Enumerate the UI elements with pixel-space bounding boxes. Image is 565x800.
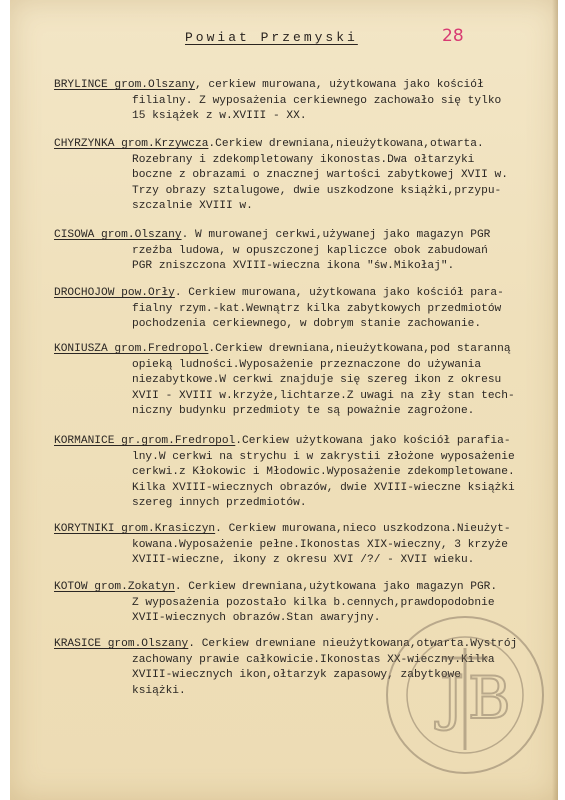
entry-text: .Cerkiew drewniana,nieużytkowana,otwarta.	[208, 138, 484, 150]
entry-cisowa	[54, 228, 554, 275]
entry-place: CHYRZYNKA grom.Krzywcza	[54, 138, 209, 150]
svg-text:J: J	[440, 663, 465, 733]
entry-line: kowana.Wyposażenie pełne.Ikonostas XIX-wieczny, 3 krzyże	[132, 538, 508, 551]
entry-line: XVII-wiecznych obrazów.Stan awaryjny.	[132, 612, 381, 624]
entry-text: . W murowanej cerkwi,używanej jako magazyn PGR	[181, 229, 491, 241]
entry-place: CISOWA grom.Olszany	[54, 229, 182, 241]
entry-text: . Cerkiew drewniane nieużytkowana,otwarta.Wystrój	[188, 638, 518, 650]
entry-drochojow	[54, 286, 554, 333]
entry-line: szczalnie XVIII w.	[132, 200, 253, 212]
entry-brylince	[54, 78, 554, 125]
entry-line: opieką ludności.Wyposażenie przeznaczone do używania	[132, 358, 482, 371]
entry-line: boczne z obrazami o znacznej wartości zabytkowej XVII w.	[132, 169, 508, 181]
entry-place: KOTOW grom.Zokatyn	[54, 581, 175, 593]
entry-korytniki	[54, 522, 554, 569]
entry-line: Kilka XVIII-wiecznych obrazów, dwie XVIII-wieczne książki	[132, 481, 515, 494]
entry-line: cerkwi.z Kłokowic i Młodowic.Wyposażenie zdekompletowane.	[132, 466, 515, 478]
entry-line: Rozebrany i zdekompletowany ikonostas.Dwa ołtarzyki	[132, 153, 475, 166]
entry-place: KRASICE grom.Olszany	[54, 638, 189, 650]
entry-line: niezabytkowe.W cerkwi znajduje się szereg ikon z okresu	[132, 374, 502, 386]
entry-line: rzeźba ludowa, w opuszczonej kapliczce obok zabudowań	[132, 244, 488, 257]
entry-text: . Cerkiew murowana,nieco uszkodzona.Nieużyt-	[215, 523, 511, 535]
entry-koniusza	[54, 342, 554, 420]
entry-text: . Cerkiew drewniana,użytkowana jako magazyn PGR.	[174, 581, 498, 593]
entry-place: KONIUSZA grom.Fredropol	[54, 343, 209, 355]
archive-stamp-icon	[380, 610, 550, 780]
entry-line: Trzy obrazy sztalugowe, dwie uszkodzone książki,przypu-	[132, 184, 502, 197]
entry-line: pochodzenia cerkiewnego, w dobrym stanie zachowanie.	[132, 318, 482, 330]
entry-text: .Cerkiew użytkowana jako kościół parafia-	[235, 435, 511, 447]
entry-chyrzynka	[54, 137, 554, 215]
entry-line: Z wyposażenia pozostało kilka b.cennych,prawdopodobnie	[132, 596, 495, 609]
entry-text: . Cerkiew murowana, użytkowana jako kościół para-	[174, 287, 504, 299]
entry-place: DROCHOJOW pow.Orły	[54, 287, 175, 299]
entry-text: , cerkiew murowana, użytkowana jako kościół	[195, 79, 484, 91]
entry-text: .Cerkiew drewniana,nieużytkowana,pod staranną	[208, 343, 511, 355]
entry-line: szereg innych przedmiotów.	[132, 497, 307, 509]
document-sheet	[10, 0, 558, 800]
entry-line: zachowany prawie całkowicie.Ikonostas XX-wieczny.Kilka	[132, 653, 495, 666]
entry-line: XVII - XVIII w.krzyże,lichtarze.Z uwagi na zły stan tech-	[132, 389, 515, 402]
entry-line: XVIII-wiecznych ikon,ołtarzyk zapasowy, zabytkowe	[132, 669, 461, 681]
document-title: Powiat Przemyski	[185, 30, 358, 45]
entry-line: filialny. Z wyposażenia cerkiewnego zachowało się tylko	[132, 94, 502, 107]
entry-place: KORMANICE gr.grom.Fredropol	[54, 435, 236, 447]
entry-line: PGR zniszczona XVIII-wieczna ikona "św.Mikołaj".	[132, 260, 455, 272]
entry-line: książki.	[132, 684, 186, 697]
entry-line: lny.W cerkwi na strychu i w zakrystii złożone wyposażenie	[132, 450, 515, 463]
entry-place: BRYLINCE grom.Olszany	[54, 79, 195, 91]
entry-line: 15 książek z w.XVIII - XX.	[132, 110, 307, 122]
entry-line: niczny budynku przedmioty te są poważnie zagrożone.	[132, 405, 475, 417]
page-number: 28	[442, 26, 464, 46]
entry-place: KORYTNIKI grom.Krasiczyn	[54, 523, 216, 535]
entry-line: fialny rzym.-kat.Wewnątrz kilka zabytkowych przedmiotów	[132, 302, 502, 315]
svg-text:B: B	[468, 664, 511, 732]
entry-kormanice	[54, 434, 554, 512]
entry-line: XVIII-wieczne, ikony z okresu XVI /?/ - XVII wieku.	[132, 554, 475, 566]
